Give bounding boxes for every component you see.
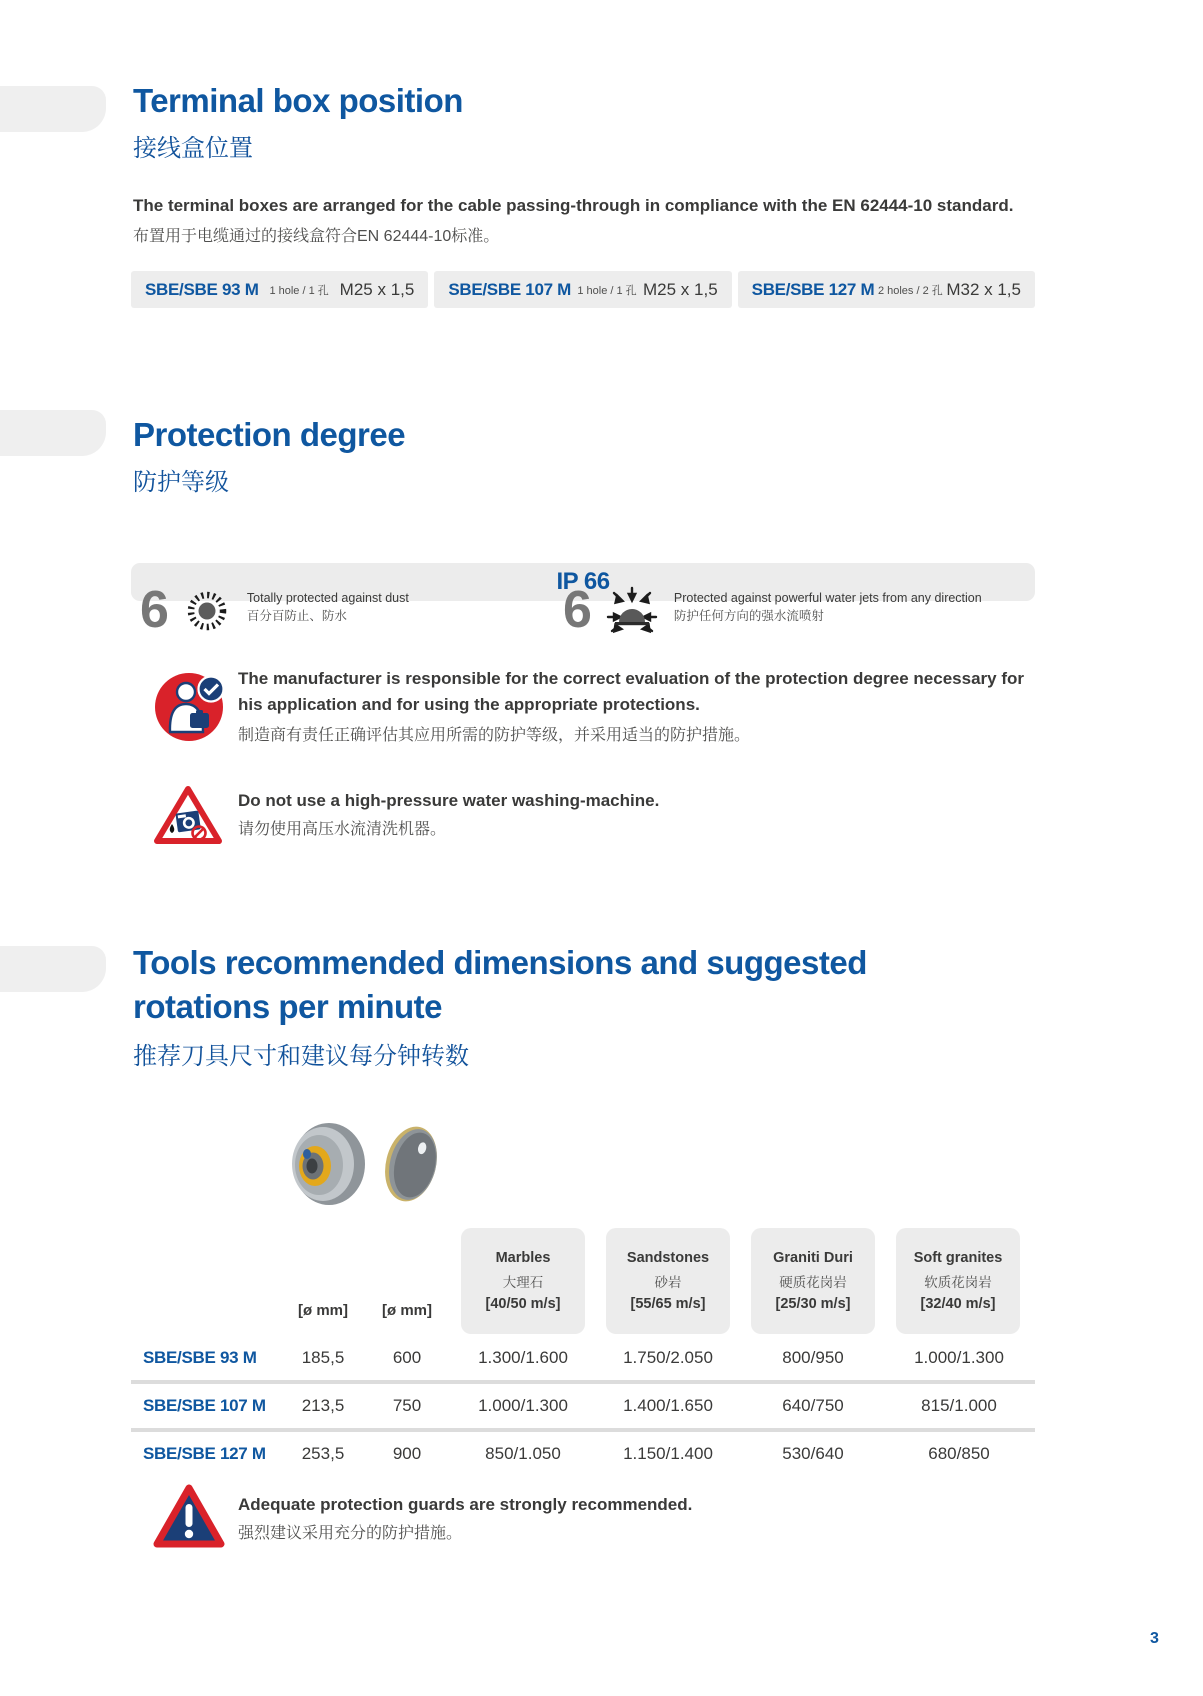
thread-label: M25 x 1,5 xyxy=(339,279,415,299)
manufacturer-note-zh: 制造商有责任正确评估其应用所需的防护等级，并采用适当的防护措施。 xyxy=(238,727,751,744)
row-value: 815/1.000 xyxy=(921,1396,997,1415)
terminal-box-card xyxy=(131,271,428,308)
protection-section-title-zh: 防护等级 xyxy=(133,469,229,496)
thread-label: M25 x 1,5 xyxy=(643,279,718,299)
row-value: 680/850 xyxy=(928,1444,990,1463)
tools-section-title-line1: Tools recommended dimensions and suggested xyxy=(133,944,867,981)
terminal-box-cards xyxy=(131,271,1035,308)
section-side-tab xyxy=(0,946,106,992)
material-zh: 大理石 xyxy=(502,1275,544,1290)
material-speed: [40/50 m/s] xyxy=(485,1296,561,1312)
ip-digit-desc-en: Protected against powerful water jets from any direction xyxy=(673,591,982,605)
model-label: SBE/SBE 93 M xyxy=(145,279,259,299)
washer-note-zh: 请勿使用高压水流清洗机器。 xyxy=(238,821,447,838)
tools-section-title-line2: rotations per minute xyxy=(133,988,443,1025)
material-zh: 砂岩 xyxy=(654,1275,682,1290)
row-value: 1.750/2.050 xyxy=(623,1348,713,1367)
dust-protection-icon xyxy=(183,586,231,634)
ip-digit-value: 6 xyxy=(140,581,169,639)
ip-digit-waterjet xyxy=(563,581,982,639)
table-row xyxy=(131,1336,1035,1380)
terminal-box-card xyxy=(434,271,731,308)
ip-digit-desc-zh: 防护任何方向的强水流喷射 xyxy=(673,609,824,623)
terminal-section-title-zh: 接线盒位置 xyxy=(133,135,253,162)
row-value: 850/1.050 xyxy=(485,1444,561,1463)
washer-note-en: Do not use a high-pressure water washing-machine. xyxy=(238,791,660,810)
flange-diameter-label: [ø mm] xyxy=(298,1302,348,1319)
row-value: 1.300/1.600 xyxy=(478,1348,568,1367)
material-name: Soft granites xyxy=(913,1250,1003,1266)
water-jet-protection-icon xyxy=(606,586,658,634)
row-value: 600 xyxy=(392,1348,422,1367)
row-value: 253,5 xyxy=(301,1444,345,1463)
model-label: SBE/SBE 127 M xyxy=(751,279,875,299)
material-header-sandstones xyxy=(606,1228,730,1334)
material-speed: [55/65 m/s] xyxy=(630,1296,706,1312)
row-value: 185,5 xyxy=(301,1348,345,1367)
ip-digit-dust xyxy=(140,581,409,639)
material-header-soft-granites xyxy=(896,1228,1020,1334)
table-row xyxy=(131,1384,1035,1428)
flange-tool-image xyxy=(283,1120,367,1208)
material-zh: 软质花岗岩 xyxy=(924,1275,992,1290)
ip-digit-desc-en: Totally protected against dust xyxy=(246,591,409,605)
ip-digit-description xyxy=(247,590,409,625)
section-side-tab xyxy=(0,410,106,456)
manufacturer-responsibility-icon xyxy=(152,666,230,744)
material-header-marbles xyxy=(461,1228,585,1334)
terminal-section-title: Terminal box position xyxy=(133,82,463,119)
manufacturer-note-en: The manufacturer is responsible for the correct evaluation of the protection degree necessary for his application and for using the appropriate protections. xyxy=(238,669,1024,714)
holes-label: 1 hole / 1 孔 xyxy=(269,284,329,297)
row-value: 1.000/1.300 xyxy=(478,1396,568,1415)
row-value: 1.400/1.650 xyxy=(623,1396,713,1415)
row-value: 1.150/1.400 xyxy=(623,1444,713,1463)
row-value: 750 xyxy=(392,1396,422,1415)
tools-section-title-zh: 推荐刀具尺寸和建议每分钟转数 xyxy=(133,1043,469,1070)
guards-warning-zh: 强烈建议采用充分的防护措施。 xyxy=(238,1525,463,1542)
thread-label: M32 x 1,5 xyxy=(946,279,1021,299)
terminal-body-zh: 布置用于电缆通过的接线盒符合EN 62444-10标准。 xyxy=(133,228,500,245)
terminal-body-en: The terminal boxes are arranged for the cable passing-through in compliance with the EN 62444-10 standard. xyxy=(133,196,1014,215)
terminal-box-card xyxy=(738,271,1035,308)
blade-tool-image xyxy=(374,1122,448,1206)
model-label: SBE/SBE 107 M xyxy=(448,279,572,299)
row-value: 213,5 xyxy=(301,1396,345,1415)
row-value: 530/640 xyxy=(782,1444,844,1463)
row-model: SBE/SBE 107 M xyxy=(143,1396,266,1415)
protection-section-title: Protection degree xyxy=(133,416,406,453)
material-speed: [25/30 m/s] xyxy=(775,1296,851,1312)
guards-warning-en: Adequate protection guards are strongly recommended. xyxy=(238,1495,693,1514)
row-value: 1.000/1.300 xyxy=(914,1348,1004,1367)
row-value: 900 xyxy=(392,1444,422,1463)
material-name: Marbles xyxy=(495,1250,551,1266)
no-pressure-washer-icon xyxy=(152,784,224,848)
ip-digit-description xyxy=(674,590,982,625)
holes-label: 1 hole / 1 孔 xyxy=(577,284,637,297)
material-speed: [32/40 m/s] xyxy=(920,1296,996,1312)
material-name: Graniti Duri xyxy=(773,1250,853,1266)
ip-digit-desc-zh: 百分百防止、防水 xyxy=(246,609,347,623)
blade-diameter-label: [ø mm] xyxy=(382,1302,432,1319)
row-value: 800/950 xyxy=(782,1348,844,1367)
material-name: Sandstones xyxy=(626,1250,710,1266)
material-zh: 硬质花岗岩 xyxy=(779,1275,847,1290)
row-model: SBE/SBE 127 M xyxy=(143,1444,266,1463)
warning-triangle-icon xyxy=(152,1482,226,1550)
table-row xyxy=(131,1432,1035,1476)
section-side-tab xyxy=(0,86,106,132)
page-number: 3 xyxy=(1150,1630,1159,1647)
row-value: 640/750 xyxy=(782,1396,844,1415)
material-header-graniti-duri xyxy=(751,1228,875,1334)
ip-rating-label: IP 66 xyxy=(556,568,610,595)
row-model: SBE/SBE 93 M xyxy=(143,1348,257,1367)
holes-label: 2 holes / 2 孔 xyxy=(877,284,943,297)
ip-digit-value: 6 xyxy=(563,581,592,639)
